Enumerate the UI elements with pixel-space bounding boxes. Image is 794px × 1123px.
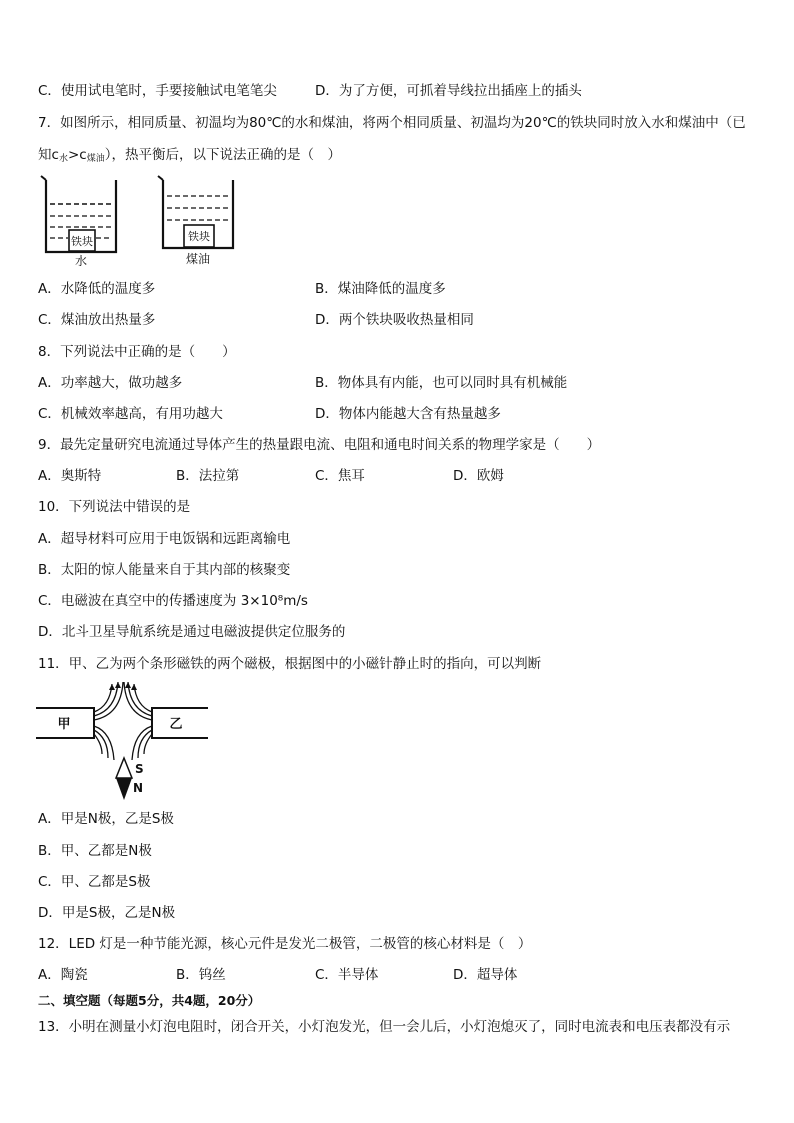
q7-option-b: B．煤油降低的温度多 <box>315 281 446 297</box>
q11-option-a: A．甲是N极，乙是S极 <box>38 811 174 827</box>
water-iron-block-label: 铁块 <box>71 235 93 248</box>
q7-stem-line2 <box>38 146 341 168</box>
water-beaker <box>41 176 116 266</box>
q11-option-c: C．甲、乙都是S极 <box>38 874 151 890</box>
q7-beakers-figure <box>38 174 238 266</box>
water-beaker-label: 水 <box>74 254 88 266</box>
magnet-yi <box>152 708 208 738</box>
q9-option-b: B．法拉第 <box>176 468 240 484</box>
needle-s-label: S <box>135 762 144 776</box>
q8-option-d: D．物体内能越大含有热量越多 <box>315 406 501 422</box>
magnet-yi-label: 乙 <box>169 717 183 732</box>
oil-beaker <box>158 176 233 266</box>
q12-option-c: C．半导体 <box>315 967 379 983</box>
compass-needle <box>116 758 144 800</box>
q9-option-c: C．焦耳 <box>315 468 365 484</box>
q8-option-b: B．物体具有内能，也可以同时具有机械能 <box>315 375 568 391</box>
oil-iron-block-label: 铁块 <box>188 230 210 243</box>
q10-option-b: B．太阳的惊人能量来自于其内部的核聚变 <box>38 562 291 578</box>
needle-n-label: N <box>133 781 144 795</box>
q7-gt: >c <box>67 147 87 163</box>
q12-option-d: D．超导体 <box>453 967 518 983</box>
q8-option-c: C．机械效率越高，有用功越大 <box>38 406 223 422</box>
q12-stem: 12．LED 灯是一种节能光源，核心元件是发光二极管，二极管的核心材料是（ ） <box>38 936 532 952</box>
q11-option-d: D．甲是S极，乙是N极 <box>38 905 176 921</box>
q7-sub-oil: 煤油 <box>86 154 105 164</box>
q6-option-c: C．使用试电笔时，手要接触试电笔笔尖 <box>38 83 277 99</box>
oil-beaker-label: 煤油 <box>185 252 211 266</box>
magnet-jia <box>36 708 94 738</box>
q13-stem: 13．小明在测量小灯泡电阻时，闭合开关，小灯泡发光，但一会儿后，小灯泡熄灭了，同时电流表和电压表都没有示 <box>38 1019 731 1035</box>
q9-option-d: D．欧姆 <box>453 468 504 484</box>
q7-stem-pre: 知c <box>38 147 59 163</box>
q12-option-b: B．钨丝 <box>176 967 226 983</box>
q6-option-d: D．为了方便，可抓着导线拉出插座上的插头 <box>315 83 582 99</box>
section-2-title: 二、填空题（每题5分，共4题，20分） <box>38 993 261 1008</box>
q10-stem: 10．下列说法中错误的是 <box>38 499 191 515</box>
q7-sub-water: 水 <box>58 154 68 164</box>
q9-stem: 9．最先定量研究电流通过导体产生的热量跟电流、电阻和通电时间关系的物理学家是（ ） <box>38 437 601 453</box>
field-lines <box>94 682 152 760</box>
q10-option-d: D．北斗卫星导航系统是通过电磁波提供定位服务的 <box>38 624 346 640</box>
q11-magnets-figure <box>36 682 212 804</box>
q7-stem-post: ），热平衡后，以下说法正确的是（ ） <box>104 147 341 163</box>
q10-option-c: C．电磁波在真空中的传播速度为 3×10⁸m/s <box>38 593 308 609</box>
q10-option-a: A．超导材料可应用于电饭锅和远距离输电 <box>38 531 291 547</box>
q7-option-a: A．水降低的温度多 <box>38 281 156 297</box>
q7-option-d: D．两个铁块吸收热量相同 <box>315 312 474 328</box>
q12-option-a: A．陶瓷 <box>38 967 88 983</box>
magnet-jia-label: 甲 <box>57 717 71 732</box>
q8-option-a: A．功率越大，做功越多 <box>38 375 183 391</box>
q8-stem: 8．下列说法中正确的是（ ） <box>38 344 236 360</box>
q11-stem: 11．甲、乙为两个条形磁铁的两个磁极，根据图中的小磁针静止时的指向，可以判断 <box>38 656 542 672</box>
q7-option-c: C．煤油放出热量多 <box>38 312 156 328</box>
q7-stem-line1: 7．如图所示，相同质量、初温均为80℃的水和煤油，将两个相同质量、初温均为20℃的铁块同时放入水和煤油中（已 <box>38 115 746 131</box>
q9-option-a: A．奥斯特 <box>38 468 102 484</box>
q11-option-b: B．甲、乙都是N极 <box>38 843 152 859</box>
